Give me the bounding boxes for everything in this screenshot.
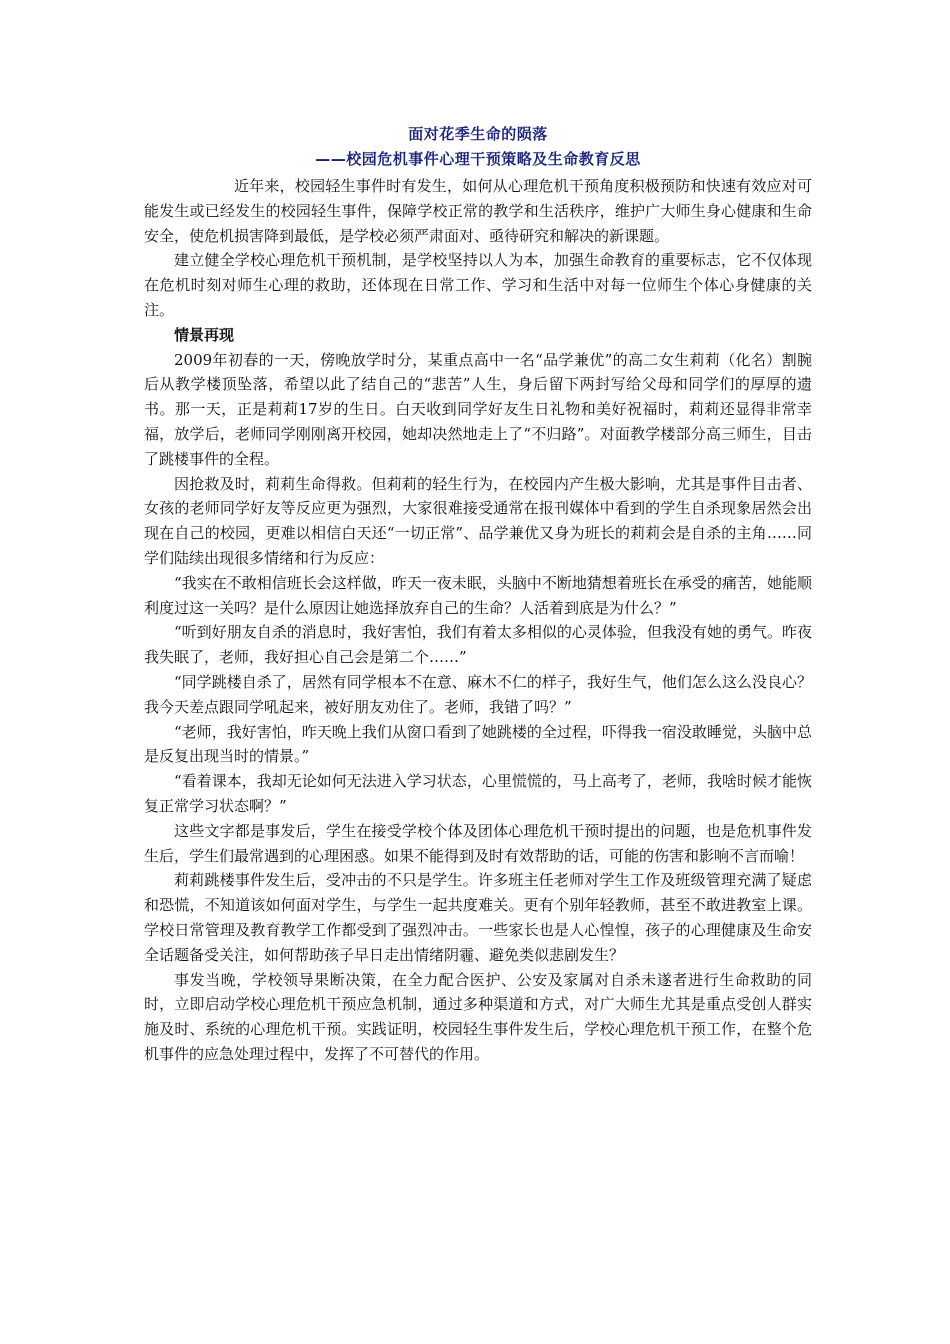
body-paragraph: 2009年初春的一天，傍晚放学时分，某重点高中一名“品学兼优”的高二女生莉莉（化名）割腕后从教学楼顶坠落，希望以此了结自己的“悲苦”人生，身后留下两封写给父母和同学们的厚厚的遗书。那一天，正是莉莉17岁的生日。白天收到同学好友生日礼物和美好祝福时，莉莉还显得非常幸福，放学后，老师同学刚刚离开校园，她却决然地走上了“不归路”。对面教学楼部分高三师生，目击了跳楼事件的全程。 [144, 350, 812, 468]
document-title: 面对花季生命的陨落 [408, 125, 548, 143]
section-heading: 情景再现 [174, 325, 235, 344]
body-paragraph: 莉莉跳楼事件发生后，受冲击的不只是学生。许多班主任老师对学生工作及班级管理充满了疑虑和恐慌，不知道该如何面对学生，与学生一起共度难关。更有个别年轻教师，甚至不敢进教室上课。学校日常管理及教育教学工作都受到了强烈冲击。一些家长也是人心惶惶，孩子的心理健康及生命安全话题备受关注，如何帮助孩子早日走出情绪阴霾、避免类似悲剧发生？ [144, 871, 812, 964]
intro-paragraph: 建立健全学校心理危机干预机制，是学校坚持以人为本，加强生命教育的重要标志，它不仅体现在危机时刻对师生心理的救助，还体现在日常工作、学习和生活中对每一位师生个体心身健康的关注。 [144, 251, 812, 319]
quote-paragraph: “老师，我好害怕，昨天晚上我们从窗口看到了她跳楼的全过程，吓得我一宿没敢睡觉，头脑中总是反复出现当时的情景。” [144, 722, 812, 766]
document-body [144, 122, 812, 1067]
quote-paragraph: “看着课本，我却无论如何无法进入学习状态，心里慌慌的，马上高考了，老师，我啥时候才能恢复正常学习状态啊？” [144, 772, 812, 815]
body-paragraph: 因抢救及时，莉莉生命得救。但莉莉的轻生行为，在校园内产生极大影响，尤其是事件目击者、女孩的老师同学好友等反应更为强烈，大家很难接受通常在报刊媒体中看到的学生自杀现象居然会出现在自己的校园，更难以相信白天还“一切正常”、品学兼优又身为班长的莉莉会是自杀的主角……同学们陆续出现很多情绪和行为反应： [144, 474, 812, 567]
body-paragraph: 事发当晚，学校领导果断决策，在全力配合医护、公安及家属对自杀未遂者进行生命救助的同时，立即启动学校心理危机干预应急机制，通过多种渠道和方式，对广大师生尤其是重点受创人群实施及时、系统的心理危机干预。实践证明，校园轻生事件发生后，学校心理危机干预工作，在整个危机事件的应急处理过程中，发挥了不可替代的作用。 [144, 970, 812, 1063]
quote-paragraph: “同学跳楼自杀了，居然有同学根本不在意、麻木不仁的样子，我好生气，他们怎么这么没良心？我今天差点跟同学吼起来，被好朋友劝住了。老师，我错了吗？” [144, 672, 812, 716]
intro-paragraph: 近年来，校园轻生事件时有发生，如何从心理危机干预角度积极预防和快速有效应对可能发生或已经发生的校园轻生事件，保障学校正常的教学和生活秩序，维护广大师生身心健康和生命安全，使危机损害降到最低，是学校必须严肃面对、亟待研究和解决的新课题。 [144, 177, 812, 245]
quote-paragraph: “我实在不敢相信班长会这样做，昨天一夜未眠，头脑中不断地猜想着班长在承受的痛苦，她能顺利度过这一关吗？是什么原因让她选择放弃自己的生命？人活着到底是为什么？” [144, 573, 812, 617]
body-paragraph: 这些文字都是事发后，学生在接受学校个体及团体心理危机干预时提出的问题，也是危机事件发生后，学生们最常遇到的心理困惑。如果不能得到及时有效帮助的话，可能的伤害和影响不言而喻！ [144, 821, 812, 865]
quote-paragraph: “听到好朋友自杀的消息时，我好害怕，我们有着太多相似的心灵体验，但我没有她的勇气。昨夜我失眠了，老师，我好担心自己会是第二个……” [144, 623, 812, 667]
document-subtitle: ——校园危机事件心理干预策略及生命教育反思 [315, 150, 641, 168]
